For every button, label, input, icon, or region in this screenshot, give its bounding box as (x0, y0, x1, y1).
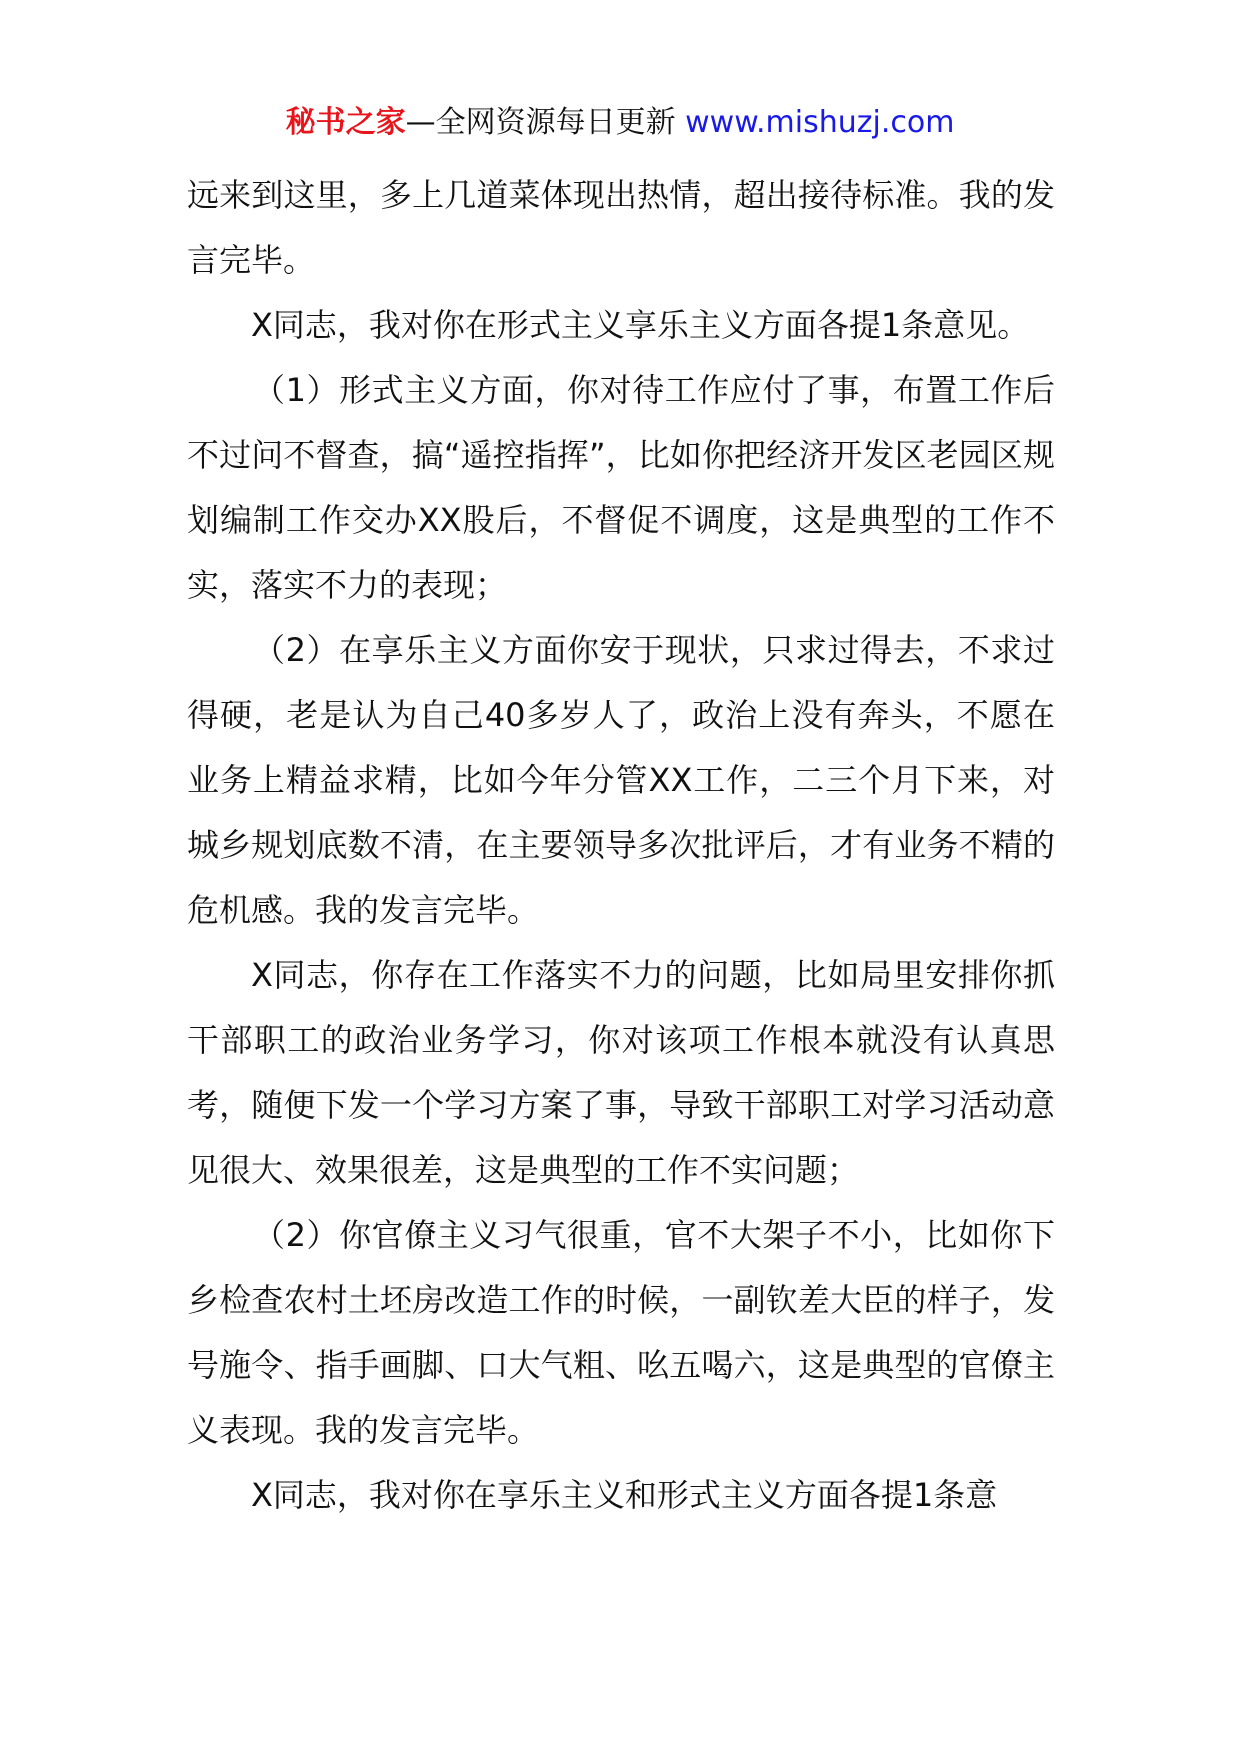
paragraph: （1）形式主义方面，你对待工作应付了事，布置工作后不过问不督查，搞“遥控指挥”，比如你把经济开发区老园区规划编制工作交办XX股后，不督促不调度，这是典型的工作不实，落实不力的表现； (187, 371, 1055, 604)
paragraph-continuation: 远来到这里，多上几道菜体现出热情，超出接待标准。我的发言完毕。 (187, 176, 1055, 279)
brand-name: 秘书之家 (285, 105, 406, 140)
paragraph: （2）在享乐主义方面你安于现状，只求过得去，不求过得硬，老是认为自己40多岁人了，政治上没有奔头，不愿在业务上精益求精，比如今年分管XX工作，二三个月下来，对城乡规划底数不清，在主要领导多次批评后，才有业务不精的危机感。我的发言完毕。 (187, 631, 1055, 929)
website-link[interactable]: www.mishuzj.com (685, 105, 955, 140)
header-tagline: —全网资源每日更新 (405, 105, 676, 140)
page-header (0, 100, 1240, 146)
document-body (187, 163, 1055, 1528)
paragraph: X同志，我对你在享乐主义和形式主义方面各提1条意 (251, 1476, 998, 1514)
paragraph: （2）你官僚主义习气很重，官不大架子不小，比如你下乡检查农村土坯房改造工作的时候，一副钦差大臣的样子，发号施令、指手画脚、口大气粗、吆五喝六，这是典型的官僚主义表现。我的发言完毕。 (187, 1216, 1055, 1449)
paragraph: X同志，我对你在形式主义享乐主义方面各提1条意见。 (251, 306, 1030, 344)
paragraph: X同志，你存在工作落实不力的问题，比如局里安排你抓干部职工的政治业务学习，你对该项工作根本就没有认真思考，随便下发一个学习方案了事，导致干部职工对学习活动意见很大、效果很差，这是典型的工作不实问题； (187, 956, 1055, 1189)
